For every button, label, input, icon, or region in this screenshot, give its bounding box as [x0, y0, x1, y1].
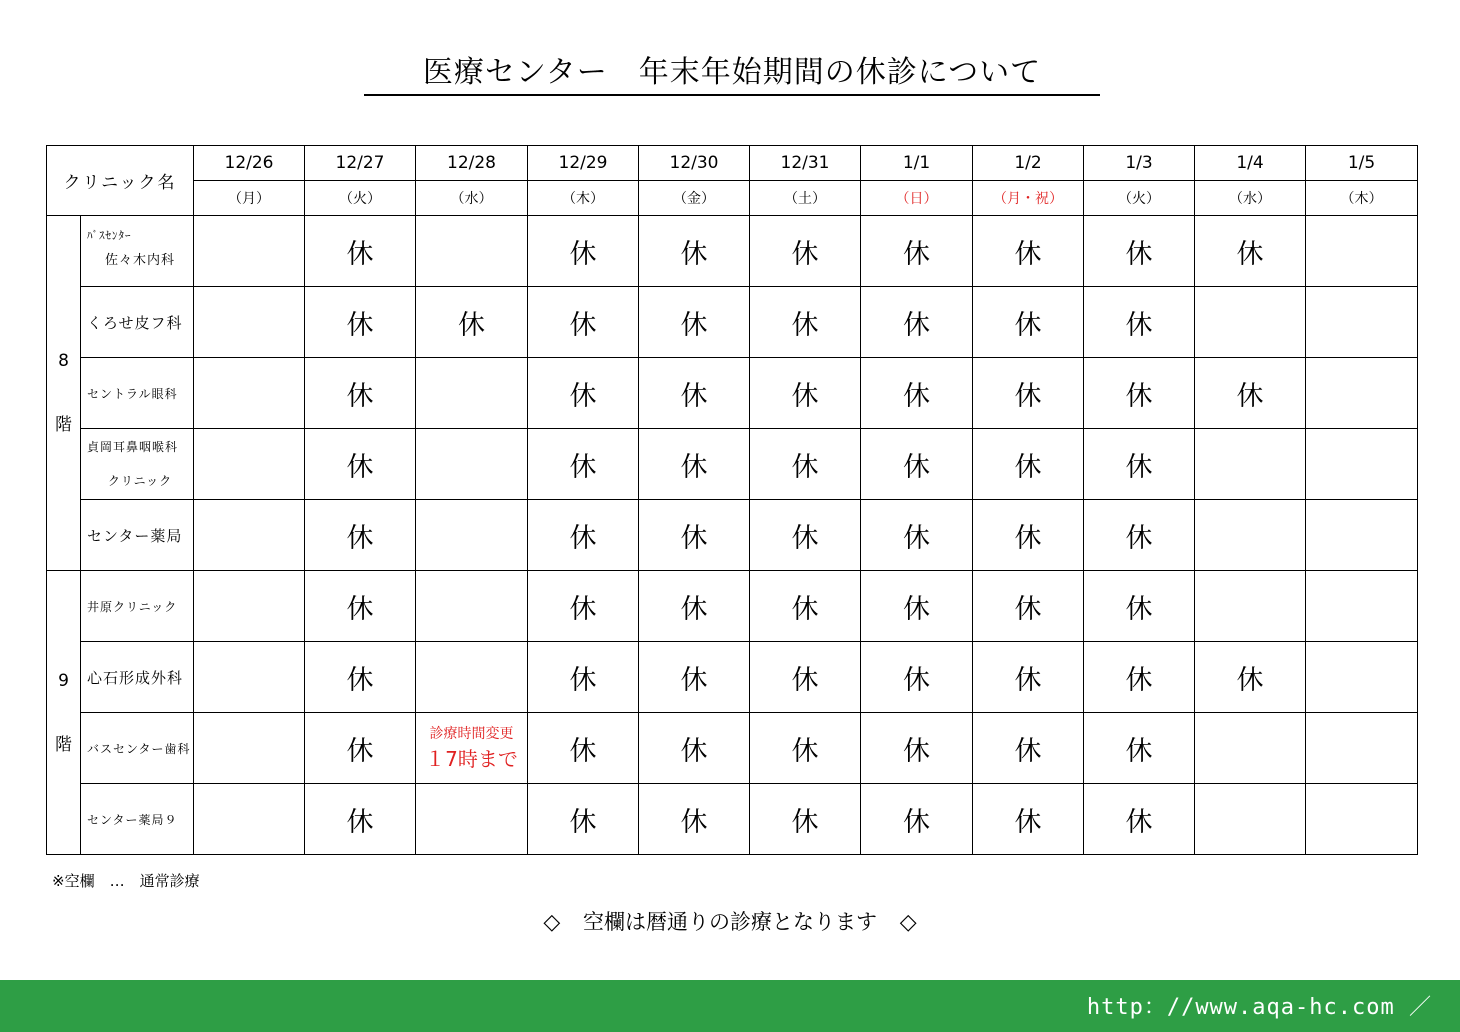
- clinic-name: センター薬局９: [81, 784, 194, 855]
- clinic-name-line1: 貞岡耳鼻咽喉科: [87, 440, 179, 454]
- schedule-cell: 休: [305, 358, 416, 429]
- clinic-name: [81, 216, 194, 287]
- clinic-name: バスセンター歯科: [81, 713, 194, 784]
- schedule-cell: [416, 216, 528, 287]
- schedule-cell: [194, 713, 305, 784]
- weekday-header: （土）: [750, 181, 861, 216]
- schedule-cell: 休: [1084, 642, 1195, 713]
- schedule-cell: 休: [861, 784, 973, 855]
- clinic-name: [81, 429, 194, 500]
- date-header: 12/31: [750, 146, 861, 181]
- schedule-cell: 休: [639, 571, 750, 642]
- schedule-cell: [1306, 784, 1418, 855]
- table-row: [47, 429, 1418, 500]
- schedule-cell: [416, 500, 528, 571]
- schedule-cell: 休: [305, 429, 416, 500]
- schedule-cell: 休: [528, 642, 639, 713]
- clinic-name-line1: ﾊﾞｽｾﾝﾀｰ: [87, 229, 132, 242]
- schedule-cell: 休: [973, 642, 1084, 713]
- schedule-cell: 休: [528, 784, 639, 855]
- schedule-cell: [416, 429, 528, 500]
- weekday-header: （月・祝）: [973, 181, 1084, 216]
- clinic-name-line2: クリニック: [107, 474, 173, 488]
- schedule-cell: [1306, 571, 1418, 642]
- schedule-cell: 休: [750, 216, 861, 287]
- weekday-header: （木）: [528, 181, 639, 216]
- schedule-cell: 休: [305, 571, 416, 642]
- footnote: ※空欄 … 通常診療: [52, 872, 200, 890]
- weekday-header: （水）: [1195, 181, 1306, 216]
- schedule-cell: 休: [528, 216, 639, 287]
- schedule-cell: 休: [750, 429, 861, 500]
- schedule-cell: [194, 358, 305, 429]
- schedule-cell: [1195, 571, 1306, 642]
- clinic-name-line2: 佐々木内科: [104, 253, 175, 268]
- weekday-header: （水）: [416, 181, 528, 216]
- floor-label: [47, 571, 81, 855]
- footer-bar: [0, 980, 1460, 1032]
- schedule-cell: [416, 642, 528, 713]
- notice: [0, 906, 1460, 936]
- date-header: 1/1: [861, 146, 973, 181]
- schedule-cell: 休: [528, 429, 639, 500]
- schedule-cell: [1195, 713, 1306, 784]
- schedule-cell: 休: [639, 216, 750, 287]
- schedule-cell: 休: [639, 713, 750, 784]
- schedule-cell: 休: [305, 287, 416, 358]
- schedule-cell: [1306, 429, 1418, 500]
- floor-label: [47, 216, 81, 571]
- schedule-cell: 休: [750, 784, 861, 855]
- schedule-cell: 休: [1195, 216, 1306, 287]
- schedule-cell: [416, 571, 528, 642]
- date-header: 12/29: [528, 146, 639, 181]
- date-header: 1/3: [1084, 146, 1195, 181]
- schedule-cell: 休: [528, 500, 639, 571]
- schedule-cell: 休: [305, 784, 416, 855]
- schedule-cell: [1306, 642, 1418, 713]
- schedule-cell: 休: [973, 713, 1084, 784]
- schedule-cell: 休: [1195, 642, 1306, 713]
- schedule-cell: 休: [528, 571, 639, 642]
- schedule-cell: 休: [973, 429, 1084, 500]
- floor-number: 8: [58, 351, 69, 371]
- schedule-cell: [194, 642, 305, 713]
- schedule-cell: [416, 784, 528, 855]
- diamond-icon: ◇: [543, 910, 561, 935]
- weekday-header: （金）: [639, 181, 750, 216]
- schedule-cell: [194, 784, 305, 855]
- table-row: [47, 713, 1418, 784]
- schedule-cell: 休: [1084, 358, 1195, 429]
- schedule-cell: [194, 287, 305, 358]
- schedule-cell: 休: [639, 287, 750, 358]
- schedule-cell: 休: [973, 500, 1084, 571]
- schedule-cell: 休: [861, 500, 973, 571]
- table-row: [47, 784, 1418, 855]
- clinic-name: センター薬局: [81, 500, 194, 571]
- special-note-line2: １7時まで: [425, 747, 518, 771]
- floor-number: 9: [58, 670, 69, 691]
- date-header: 12/30: [639, 146, 750, 181]
- schedule-cell: 休: [973, 784, 1084, 855]
- schedule-cell: 休: [1195, 358, 1306, 429]
- weekday-header: （月）: [194, 181, 305, 216]
- clinic-name: くろせ皮フ科: [81, 287, 194, 358]
- holiday-schedule-table: [46, 145, 1418, 855]
- schedule-cell: 休: [861, 571, 973, 642]
- schedule-cell: 休: [750, 642, 861, 713]
- table-row: [47, 216, 1418, 287]
- schedule-cell: 休: [861, 713, 973, 784]
- schedule-cell: [416, 713, 528, 784]
- date-header: 12/27: [305, 146, 416, 181]
- schedule-cell: 休: [973, 216, 1084, 287]
- table-row: [47, 571, 1418, 642]
- schedule-cell: 休: [639, 358, 750, 429]
- schedule-cell: 休: [750, 287, 861, 358]
- floor-kai: 階: [55, 415, 72, 435]
- special-note-line1: 診療時間変更: [429, 726, 514, 742]
- weekday-header: （日）: [861, 181, 973, 216]
- schedule-cell: 休: [528, 287, 639, 358]
- schedule-cell: 休: [639, 784, 750, 855]
- weekday-header: （火）: [305, 181, 416, 216]
- schedule-cell: 休: [528, 358, 639, 429]
- schedule-cell: 休: [639, 642, 750, 713]
- schedule-cell: [1306, 287, 1418, 358]
- schedule-cell: 休: [750, 358, 861, 429]
- schedule-cell: [1195, 500, 1306, 571]
- date-header: 1/4: [1195, 146, 1306, 181]
- notice-text: 空欄は暦通りの診療となります: [583, 910, 877, 934]
- schedule-cell: [1306, 713, 1418, 784]
- schedule-cell: 休: [416, 287, 528, 358]
- schedule-cell: [1306, 216, 1418, 287]
- clinic-name: 井原クリニック: [81, 571, 194, 642]
- header-row-dates: [47, 146, 1418, 181]
- schedule-cell: [1195, 429, 1306, 500]
- schedule-cell: 休: [1084, 571, 1195, 642]
- weekday-header: （木）: [1306, 181, 1418, 216]
- schedule-cell: 休: [1084, 216, 1195, 287]
- schedule-cell: 休: [305, 642, 416, 713]
- table-row: [47, 642, 1418, 713]
- schedule-cell: [194, 500, 305, 571]
- clinic-name: 心石形成外科: [81, 642, 194, 713]
- schedule-cell: 休: [750, 713, 861, 784]
- schedule-cell: 休: [861, 358, 973, 429]
- schedule-cell: 休: [861, 429, 973, 500]
- schedule-cell: [194, 429, 305, 500]
- schedule-cell: [194, 571, 305, 642]
- table-row: [47, 500, 1418, 571]
- schedule-cell: 休: [750, 500, 861, 571]
- website-url[interactable]: http：//www.aqa-hc.com ／: [1086, 995, 1432, 1020]
- diamond-icon: ◇: [899, 910, 917, 935]
- clinic-name-header: クリニック名: [47, 146, 194, 216]
- header-row-weekdays: [47, 181, 1418, 216]
- date-header: 1/5: [1306, 146, 1418, 181]
- schedule-cell: 休: [861, 642, 973, 713]
- schedule-cell: 休: [750, 571, 861, 642]
- schedule-cell: 休: [861, 287, 973, 358]
- date-header: 12/28: [416, 146, 528, 181]
- schedule-cell: 休: [973, 358, 1084, 429]
- schedule-cell: 休: [973, 287, 1084, 358]
- schedule-cell: [194, 216, 305, 287]
- schedule-cell: [1306, 500, 1418, 571]
- schedule-cell: [1195, 784, 1306, 855]
- schedule-cell: 休: [861, 216, 973, 287]
- clinic-name: セントラル眼科: [81, 358, 194, 429]
- schedule-cell: 休: [305, 713, 416, 784]
- weekday-header: （火）: [1084, 181, 1195, 216]
- table-row: [47, 287, 1418, 358]
- schedule-cell: 休: [639, 429, 750, 500]
- schedule-cell: 休: [305, 500, 416, 571]
- floor-kai: 階: [55, 734, 72, 755]
- schedule-cell: 休: [1084, 713, 1195, 784]
- table-row: [47, 358, 1418, 429]
- page-title: 医療センター 年末年始期間の休診について: [364, 52, 1100, 96]
- date-header: 12/26: [194, 146, 305, 181]
- date-header: 1/2: [973, 146, 1084, 181]
- schedule-cell: [1306, 358, 1418, 429]
- schedule-cell: [416, 358, 528, 429]
- schedule-cell: [1195, 287, 1306, 358]
- schedule-cell: 休: [528, 713, 639, 784]
- schedule-cell: 休: [1084, 500, 1195, 571]
- schedule-cell: 休: [1084, 429, 1195, 500]
- schedule-cell: 休: [973, 571, 1084, 642]
- schedule-cell: 休: [1084, 287, 1195, 358]
- schedule-cell: 休: [639, 500, 750, 571]
- schedule-cell: 休: [305, 216, 416, 287]
- schedule-cell: 休: [1084, 784, 1195, 855]
